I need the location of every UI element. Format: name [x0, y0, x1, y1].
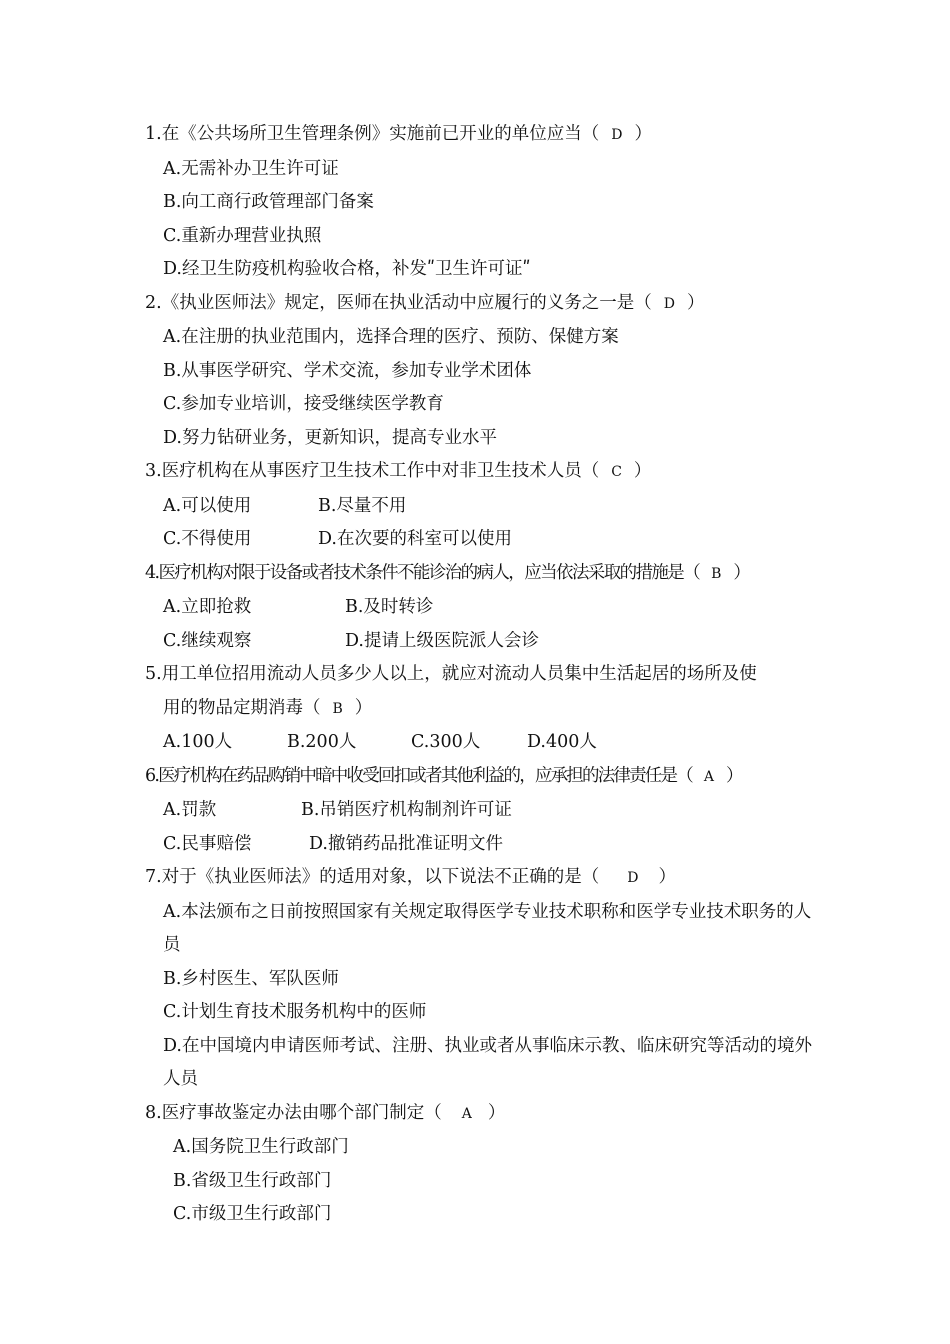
- option-c: C.计划生育技术服务机构中的医师: [163, 1002, 427, 1022]
- option-d: D.在次要的科室可以使用: [318, 529, 512, 549]
- question-7-stem: [145, 861, 825, 896]
- option-d: D.努力钻研业务，更新知识，提高专业水平: [163, 427, 497, 448]
- option-c: C.民事赔偿: [163, 833, 252, 854]
- option-row: [145, 828, 825, 862]
- question-stem-text: 用的物品定期消毒（: [163, 697, 321, 718]
- question-stem-text: 8.医疗事故鉴定办法由哪个部门制定（: [145, 1102, 442, 1123]
- answer-letter: B: [332, 700, 343, 717]
- option-a: A.无需补办卫生许可证: [163, 158, 339, 179]
- option-b: B.尽量不用: [318, 495, 407, 516]
- option-c: C.继续观察: [163, 630, 252, 651]
- question-5-stem: 5.用工单位招用流动人员多少人以上，就应对流动人员集中生活起居的场所及使: [145, 664, 757, 684]
- stem-close-paren: ）: [633, 461, 652, 481]
- option-row: [145, 490, 825, 524]
- answer-letter: D: [611, 127, 623, 143]
- option-c: C.市级卫生行政部门: [173, 1204, 332, 1224]
- answer-letter: A: [461, 1105, 472, 1122]
- stem-close-paren: ）: [658, 867, 676, 887]
- stem-close-paren: ）: [487, 1102, 506, 1123]
- question-6-stem: [145, 760, 825, 795]
- option-d: D.400人: [527, 732, 597, 752]
- option-b: B.从事医学研究、学术交流，参加专业学术团体: [163, 360, 532, 381]
- question-2-stem: [145, 287, 825, 322]
- option-d: D.在中国境内申请医师考试、注册、执业或者从事临床示教、临床研究等活动的境外人员: [163, 1035, 812, 1089]
- option-a: A.罚款: [163, 800, 217, 820]
- option-c: C.重新办理营业执照: [163, 225, 322, 246]
- option-row: [145, 794, 825, 828]
- option-a: A.100人: [163, 732, 233, 752]
- question-stem-text: 1.在《公共场所卫生管理条例》实施前已开业的单位应当（: [145, 124, 600, 144]
- option-row: [145, 591, 825, 625]
- option-b: B.吊销医疗机构制剂许可证: [301, 800, 512, 820]
- question-stem-text: 7.对于《执业医师法》的适用对象，以下说法不正确的是（: [145, 867, 600, 887]
- question-4-stem: [145, 557, 825, 592]
- question-stem-text: 2.《执业医师法》规定，医师在执业活动中应履行的义务之一是（: [145, 292, 652, 313]
- question-1-stem: [145, 118, 825, 153]
- question-5-stem-line2: [145, 692, 825, 727]
- stem-close-paren: ）: [354, 697, 373, 718]
- option-b: B.乡村医生、军队医师: [163, 968, 339, 989]
- answer-letter: D: [627, 870, 639, 886]
- option-b: B.及时转诊: [345, 597, 434, 617]
- stem-close-paren: ）: [634, 124, 652, 144]
- option-a: A.立即抢救: [163, 597, 252, 617]
- question-list: [145, 118, 825, 1232]
- option-d: D.撤销药品批准证明文件: [309, 833, 503, 854]
- option-row: [145, 625, 825, 659]
- stem-close-paren: ）: [686, 292, 705, 313]
- question-stem-text: 6.医疗机构在药品购销中暗中收受回扣或者其他利益的，应承担的法律责任是（: [145, 765, 692, 786]
- option-d: D.提请上级医院派人会诊: [345, 630, 539, 651]
- stem-close-paren: ）: [733, 562, 751, 583]
- question-stem-text: 4.医疗机构对限于设备或者技术条件不能诊治的病人，应当依法采取的措施是（: [145, 562, 700, 583]
- option-row: [145, 523, 825, 557]
- option-row: [145, 726, 825, 760]
- option-a: A.国务院卫生行政部门: [173, 1137, 349, 1157]
- option-d: D.经卫生防疫机构验收合格，补发ʺ卫生许可证ʺ: [163, 259, 531, 279]
- option-c: C.参加专业培训，接受继续医学教育: [163, 394, 444, 414]
- stem-close-paren: ）: [726, 765, 744, 786]
- answer-letter: C: [611, 464, 622, 480]
- option-c: C.300人: [411, 732, 481, 752]
- option-b: B.200人: [287, 732, 357, 752]
- option-c: C.不得使用: [163, 529, 252, 549]
- question-8-stem: [145, 1097, 825, 1132]
- option-a: A.在注册的执业范围内，选择合理的医疗、预防、保健方案: [163, 327, 619, 347]
- option-b: B.向工商行政管理部门备案: [163, 192, 374, 212]
- answer-letter: B: [711, 565, 722, 582]
- option-a: A.本法颁布之日前按照国家有关规定取得医学专业技术职称和医学专业技术职务的人员: [163, 901, 812, 955]
- option-a: A.可以使用: [163, 495, 252, 516]
- answer-letter: A: [703, 768, 715, 785]
- question-stem-text: 3.医疗机构在从事医疗卫生技术工作中对非卫生技术人员（: [145, 461, 600, 481]
- answer-letter: D: [663, 295, 675, 312]
- option-b: B.省级卫生行政部门: [173, 1170, 332, 1191]
- question-3-stem: [145, 455, 825, 490]
